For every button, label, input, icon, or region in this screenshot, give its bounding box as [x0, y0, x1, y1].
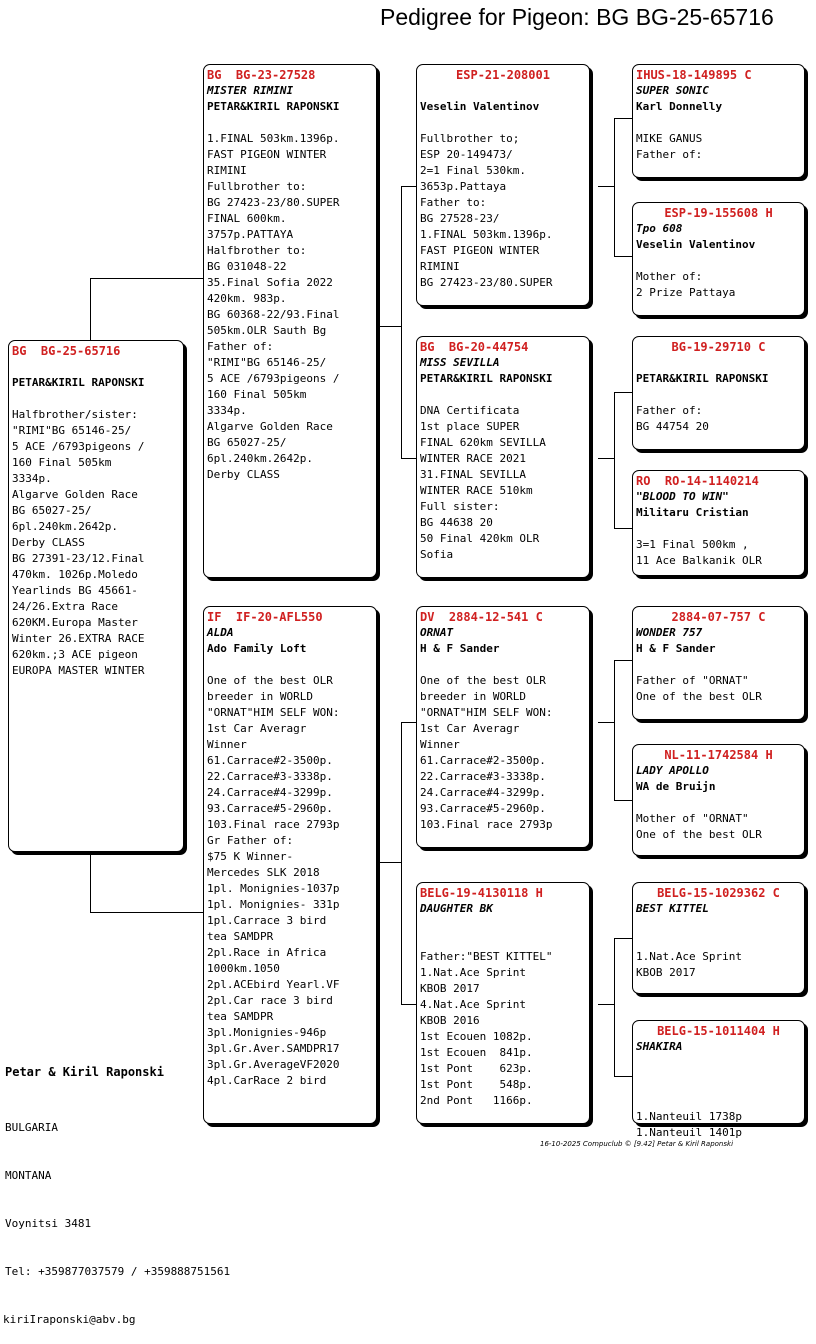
connector-line	[614, 800, 632, 801]
pigeon-card-dss	[632, 606, 805, 720]
ring-number: NL-11-1742584 H	[664, 748, 773, 762]
breeder-country: BULGARIA	[5, 1121, 58, 1134]
pigeon-card-dam-sire	[416, 606, 590, 848]
pigeon-card-sire-sire	[416, 64, 590, 306]
connector-line	[401, 722, 402, 1004]
page-title: Pedigree for Pigeon: BG BG-25-65716	[380, 4, 774, 30]
pigeon-card-subject	[8, 340, 184, 852]
owner-name: Ado Family Loft	[207, 642, 307, 655]
pigeon-card-ddd	[632, 1020, 805, 1139]
ring-number: BELG-15-1011404 H	[657, 1024, 780, 1038]
pigeon-notes: 1.Nat.Ace Sprint KBOB 2017	[636, 950, 742, 979]
connector-line	[90, 852, 91, 912]
ring-number: RO RO-14-1140214	[636, 474, 759, 488]
pigeon-card-sdd	[632, 470, 805, 576]
owner-name: PETAR&KIRIL RAPONSKI	[420, 372, 553, 385]
ring-number: ESP-21-208001	[456, 68, 550, 82]
pigeon-notes: Mother of "ORNAT" One of the best OLR	[636, 812, 762, 841]
connector-line	[614, 392, 615, 528]
pigeon-name	[12, 359, 180, 375]
footer-credit: 16-10-2025 Compuclub © [9.42] Petar & Kiril Raponski	[540, 1140, 734, 1148]
connector-line	[614, 528, 632, 529]
pigeon-card-dds	[632, 882, 805, 994]
ring-number: BELG-19-4130118 H	[420, 886, 543, 900]
pigeon-notes: One of the best OLR breeder in WORLD "ORNAT"HIM SELF WON: 1st Car Averagr Winner 61.Carrace#2-3500p. 22.Carrace#3-3338p. 24.Carrace#4-3299p. 93.Carrace#5-2960p. 103.Final race 2793p Gr Father of: $75 K Winner- Mercedes SLK 2018 1pl. Monignies-1037p 1pl. Monignies- 331p 1pl.Carrace 3 bird tea SAMDPR 2pl.Race in Africa 1000km.1050 2pl.ACEbird Yearl.VF 2pl.Car race 3 bird tea SAMDPR 3pl.Monignies-946p 3pl.Gr.Aver.SAMDPR17 3pl.Gr.AverageVF2020 4pl.CarRace 2 bird	[207, 674, 340, 1087]
ring-number: BG BG-23-27528	[207, 68, 316, 82]
pigeon-name: ALDA	[207, 626, 234, 639]
owner-name	[636, 917, 801, 933]
connector-line	[401, 186, 417, 187]
owner-name: Veselin Valentinov	[636, 238, 756, 251]
connector-line	[614, 660, 632, 661]
connector-line	[377, 326, 401, 327]
owner-name: PETAR&KIRIL RAPONSKI	[636, 372, 769, 385]
connector-line	[90, 912, 204, 913]
pigeon-name: MISTER RIMINI	[207, 84, 294, 97]
pigeon-name	[636, 355, 801, 371]
pigeon-card-sds	[632, 336, 805, 450]
pigeon-name: ORNAT	[420, 626, 454, 639]
connector-line	[614, 392, 632, 393]
pigeon-notes: Halfbrother/sister: "RIMI"BG 65146-25/ 5 ACE /6793pigeons / 160 Final 505km 3334p. Algarve Golden Race BG 65027-25/ 6pl.240km.2642p. Derby CLASS BG 27391-23/12.Final 470km. 1026p.Moledo Yearlinds BG 45661- 24/26.Extra Race 620KM.Europa Master Winter 26.EXTRA RACE 620km.;3 ACE pigeon EUROPA MASTER WINTER	[12, 408, 145, 677]
connector-line	[614, 938, 615, 1076]
connector-line	[614, 118, 632, 119]
connector-line	[377, 862, 401, 863]
pigeon-card-sire	[203, 64, 377, 578]
pigeon-notes: Father:"BEST KITTEL" 1.Nat.Ace Sprint KBOB 2017 4.Nat.Ace Sprint KBOB 2016 1st Ecouen 1082p. 1st Ecouen 841p. 1st Pont 623p. 1st Pont 548p. 2nd Pont 1166p.	[420, 950, 553, 1107]
owner-name: H & F Sander	[420, 642, 500, 655]
pigeon-name: BEST KITTEL	[636, 902, 709, 915]
ring-number: BELG-15-1029362 C	[657, 886, 780, 900]
owner-name	[636, 1055, 801, 1071]
pigeon-name: "BLOOD TO WIN"	[636, 490, 729, 503]
pigeon-card-ssd	[632, 202, 805, 316]
ring-number: ESP-19-155608 H	[664, 206, 773, 220]
connector-line	[401, 1004, 417, 1005]
connector-line	[598, 186, 614, 187]
owner-name: Veselin Valentinov	[420, 100, 540, 113]
pigeon-name: WONDER 757	[636, 626, 703, 639]
ring-number: BG-19-29710 C	[671, 340, 766, 354]
owner-name: Karl Donnelly	[636, 100, 723, 113]
connector-line	[401, 186, 402, 458]
pigeon-notes: Fullbrother to; ESP 20-149473/ 2=1 Final 530km. 3653p.Pattaya Father to: BG 27528-23/ 1.FINAL 503km.1396p. FAST PIGEON WINTER RIMINI BG 27423-23/80.SUPER	[420, 132, 553, 289]
pigeon-card-sss	[632, 64, 805, 178]
connector-line	[401, 458, 417, 459]
ring-number: IF IF-20-AFL550	[207, 610, 323, 624]
breeder-info	[3, 1032, 230, 1344]
pigeon-card-dsd	[632, 744, 805, 856]
pigeon-name: Tpo 608	[636, 222, 683, 235]
breeder-region: MONTANA	[5, 1169, 52, 1182]
pigeon-notes: 3=1 Final 500km , 11 Ace Balkanik OLR	[636, 538, 762, 567]
connector-line	[614, 938, 632, 939]
breeder-town: Voynitsi 3481	[5, 1217, 92, 1230]
ring-number: DV 2884-12-541 C	[420, 610, 543, 624]
owner-name: WA de Bruijn	[636, 780, 716, 793]
ring-number: IHUS-18-149895 C	[636, 68, 752, 82]
ring-number: 2884-07-757 C	[671, 610, 766, 624]
owner-name: Militaru Cristian	[636, 506, 749, 519]
connector-line	[90, 278, 91, 340]
pigeon-card-dam-dam	[416, 882, 590, 1124]
breeder-name: Petar & Kiril Raponski	[5, 1065, 164, 1079]
pigeon-name: MISS SEVILLA	[420, 356, 500, 369]
pigeon-notes: DNA Certificata 1st place SUPER FINAL 620km SEVILLA WINTER RACE 2021 31.FINAL SEVILLA WINTER RACE 510km Full sister: BG 44638 20 50 Final 420km OLR Sofia	[420, 404, 546, 561]
connector-line	[614, 118, 615, 256]
pigeon-name: SHAKIRA	[636, 1040, 683, 1053]
owner-name: PETAR&KIRIL RAPONSKI	[207, 100, 340, 113]
breeder-phone: Tel: +359877037579 / +359888751561	[5, 1265, 231, 1278]
connector-line	[614, 1076, 632, 1077]
connector-line	[598, 1004, 614, 1005]
connector-line	[614, 660, 615, 800]
connector-line	[598, 722, 614, 723]
pigeon-notes: Father of: BG 44754 20	[636, 404, 709, 433]
pigeon-notes: 1.Nanteuil 1738p 1.Nanteuil 1401p	[636, 1110, 742, 1139]
owner-name: H & F Sander	[636, 642, 716, 655]
ring-number: BG BG-20-44754	[420, 340, 529, 354]
pigeon-name: DAUGHTER BK	[420, 902, 493, 915]
ring-number: BG BG-25-65716	[12, 344, 121, 358]
pigeon-name: SUPER SONIC	[636, 84, 709, 97]
connector-line	[598, 458, 614, 459]
breeder-email: kiriIraponski@abv.bg	[3, 1313, 136, 1326]
pigeon-notes: MIKE GANUS Father of:	[636, 132, 703, 161]
connector-line	[614, 256, 632, 257]
connector-line	[401, 722, 417, 723]
connector-line	[90, 278, 204, 279]
pigeon-name	[420, 83, 586, 99]
pigeon-card-sire-dam	[416, 336, 590, 578]
owner-name	[420, 917, 586, 933]
pigeon-notes: One of the best OLR breeder in WORLD "ORNAT"HIM SELF WON: 1st Car Averagr Winner 61.Carrace#2-3500p. 22.Carrace#3-3338p. 24.Carrace#4-3299p. 93.Carrace#5-2960p. 103.Final race 2793p	[420, 674, 553, 831]
pigeon-notes: Father of "ORNAT" One of the best OLR	[636, 674, 762, 703]
owner-name: PETAR&KIRIL RAPONSKI	[12, 376, 145, 389]
pigeon-name: LADY APOLLO	[636, 764, 709, 777]
pigeon-notes: 1.FINAL 503km.1396p. FAST PIGEON WINTER RIMINI Fullbrother to: BG 27423-23/80.SUPER FINAL 600km. 3757p.PATTAYA Halfbrother to: BG 031048-22 35.Final Sofia 2022 420km. 983p. BG 60368-22/93.Final 505km.OLR Sauth Bg Father of: "RIMI"BG 65146-25/ 5 ACE /6793pigeons / 160 Final 505km 3334p. Algarve Golden Race BG 65027-25/ 6pl.240km.2642p. Derby CLASS	[207, 132, 340, 481]
pigeon-notes: Mother of: 2 Prize Pattaya	[636, 270, 736, 299]
